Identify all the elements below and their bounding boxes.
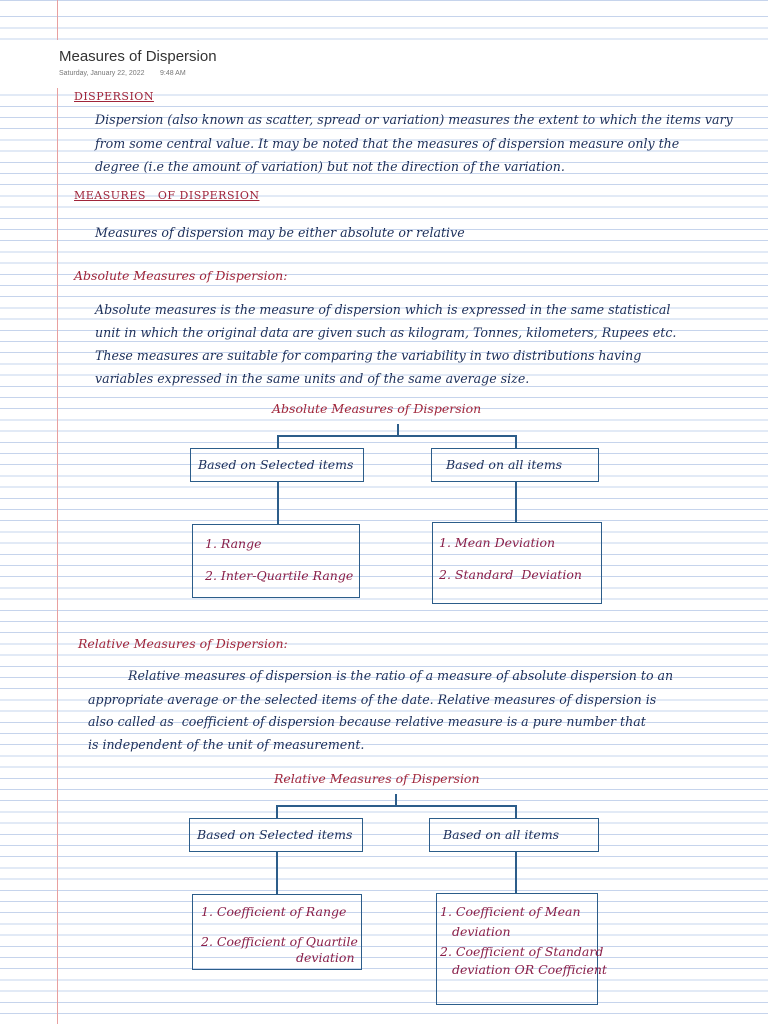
absolute-line-1: Absolute measures is the measure of dispersion which is expressed in the same statistical — [95, 302, 671, 317]
relative-line-2: appropriate average or the selected items of the date. Relative measures of dispersion is — [88, 692, 657, 707]
margin-line — [57, 0, 58, 1024]
relative-right-drop — [515, 805, 517, 819]
absolute-branch — [277, 435, 516, 437]
relative-cqd-item-cont: deviation — [296, 950, 355, 965]
absolute-line-2: unit in which the original data are given such as kilogram, Tonnes, kilometers, Rupees etc. — [95, 325, 677, 340]
absolute-sd-item: 2. Standard Deviation — [439, 567, 582, 582]
relative-cqd-item: 2. Coefficient of Quartile — [201, 934, 358, 949]
relative-selected-label: Based on Selected items — [197, 827, 353, 842]
relative-diagram-title: Relative Measures of Dispersion — [274, 771, 480, 786]
relative-left-drop — [276, 805, 278, 819]
absolute-left-connector — [277, 481, 279, 525]
absolute-right-drop — [515, 435, 517, 449]
dispersion-line-2: from some central value. It may be noted that the measures of dispersion measure only the — [95, 136, 680, 151]
relative-line-3: also called as coefficient of dispersion because relative measure is a pure number that — [88, 714, 646, 729]
relative-cmd-item-cont: deviation — [452, 924, 511, 939]
absolute-md-item: 1. Mean Deviation — [439, 535, 556, 550]
relative-line-1: Relative measures of dispersion is the ratio of a measure of absolute dispersion to an — [128, 668, 674, 683]
page-title: Measures of Dispersion — [59, 48, 217, 65]
measures-heading: MEASURES OF DISPERSION — [74, 189, 260, 202]
dispersion-line-1: Dispersion (also known as scatter, spread or variation) measures the extent to which the items vary — [95, 112, 733, 127]
relative-csd-item: 2. Coefficient of Standard — [440, 944, 604, 959]
relative-line-4: is independent of the unit of measurement. — [88, 737, 365, 752]
relative-branch — [276, 805, 516, 807]
page-time: 9:48 AM — [160, 70, 186, 77]
relative-heading: Relative Measures of Dispersion: — [78, 636, 288, 651]
absolute-line-3: These measures are suitable for comparing the variability in two distributions having — [95, 348, 642, 363]
relative-right-connector — [515, 851, 517, 893]
relative-cr-item: 1. Coefficient of Range — [201, 904, 347, 919]
absolute-selected-label: Based on Selected items — [198, 457, 354, 472]
measures-text: Measures of dispersion may be either absolute or relative — [95, 225, 465, 240]
relative-csd-item-cont: deviation OR Coefficient — [452, 962, 607, 977]
absolute-diagram-title: Absolute Measures of Dispersion — [272, 401, 482, 416]
absolute-heading: Absolute Measures of Dispersion: — [74, 268, 288, 283]
absolute-range-item: 1. Range — [205, 536, 262, 551]
absolute-iqr-item: 2. Inter-Quartile Range — [205, 568, 354, 583]
relative-left-connector — [276, 851, 278, 895]
relative-all-label: Based on all items — [443, 827, 560, 842]
absolute-left-drop — [277, 435, 279, 449]
dispersion-heading: DISPERSION — [74, 90, 154, 103]
page-date: Saturday, January 22, 2022 — [59, 70, 145, 77]
dispersion-line-3: degree (i.e the amount of variation) but not the direction of the variation. — [95, 159, 565, 174]
absolute-line-4: variables expressed in the same units and of the same average size. — [95, 371, 530, 386]
absolute-right-connector — [515, 481, 517, 523]
relative-cmd-item: 1. Coefficient of Mean — [440, 904, 581, 919]
absolute-all-label: Based on all items — [446, 457, 563, 472]
